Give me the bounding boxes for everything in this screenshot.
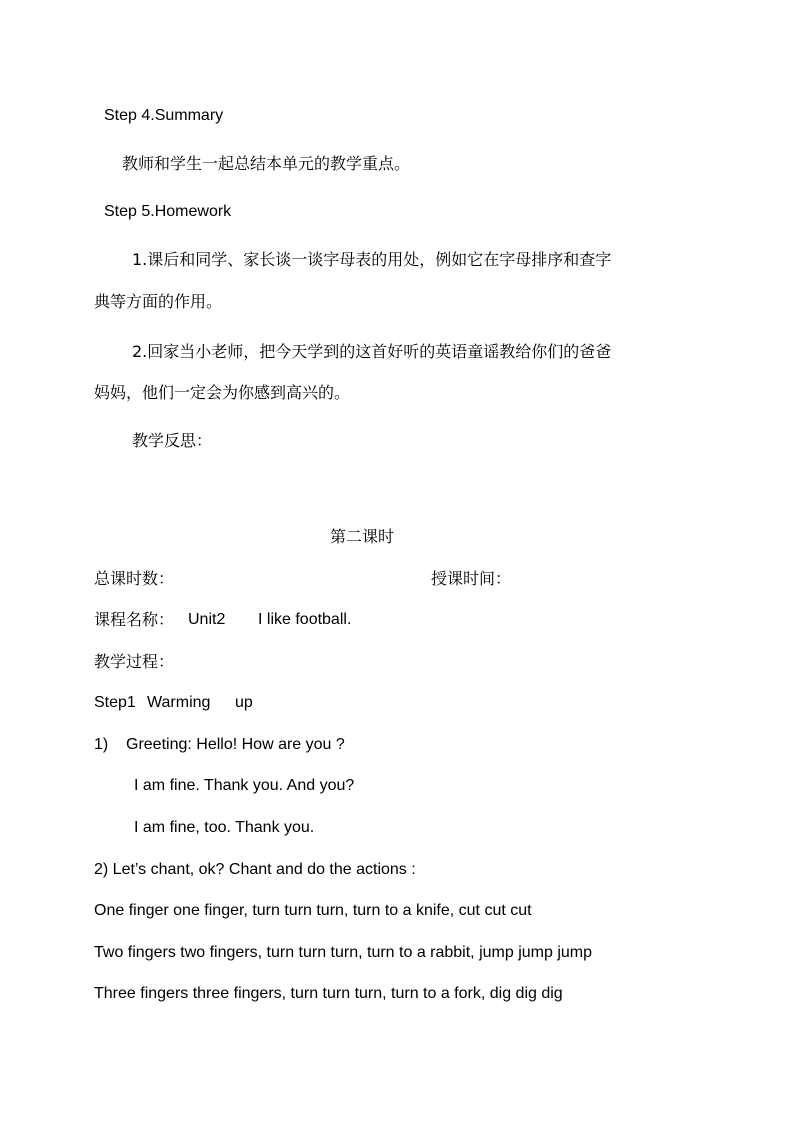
summary-text: 教师和学生一起总结本单元的教学重点。 xyxy=(122,154,411,173)
step4-heading: Step 4.Summary xyxy=(104,107,224,124)
course-title: I like football. xyxy=(258,611,352,628)
homework-item1-line1: 1.课后和同学、家长谈一谈字母表的用处，例如它在字母排序和查字 xyxy=(132,250,612,269)
reflection-label: 教学反思： xyxy=(132,431,213,450)
lesson-title: 第二课时 xyxy=(330,527,395,546)
greeting-text: Greeting: Hello! How are you ? xyxy=(126,736,345,753)
step1-up: up xyxy=(235,694,253,711)
chant-line-2: Two fingers two fingers, turn turn turn, turn to a rabbit, jump jump jump xyxy=(94,944,592,961)
chant-line-3: Three fingers three fingers, turn turn turn, turn to a fork, dig dig dig xyxy=(94,985,563,1002)
chant-line-1: One finger one finger, turn turn turn, turn to a knife, cut cut cut xyxy=(94,902,532,919)
course-unit: Unit2 xyxy=(188,611,226,628)
homework-item1-line2: 典等方面的作用。 xyxy=(94,292,223,311)
greeting-reply-1: I am fine. Thank you. And you? xyxy=(134,777,355,794)
step1-label: Step1 xyxy=(94,694,136,711)
course-name-label: 课程名称： xyxy=(94,610,175,629)
total-hours-label: 总课时数： xyxy=(94,569,175,588)
greeting-number: 1) xyxy=(94,736,109,753)
step5-heading: Step 5.Homework xyxy=(104,203,232,220)
homework-item2-line1: 2.回家当小老师，把今天学到的这首好听的英语童谣教给你们的爸爸 xyxy=(132,342,612,361)
chant-intro: 2) Let’s chant, ok? Chant and do the actions : xyxy=(94,861,416,878)
process-label: 教学过程： xyxy=(94,652,175,671)
teaching-time-label: 授课时间： xyxy=(431,569,512,588)
homework-item2-line2: 妈妈，他们一定会为你感到高兴的。 xyxy=(94,383,351,402)
step1-warming: Warming xyxy=(147,694,211,711)
greeting-reply-2: I am fine, too. Thank you. xyxy=(134,819,315,836)
